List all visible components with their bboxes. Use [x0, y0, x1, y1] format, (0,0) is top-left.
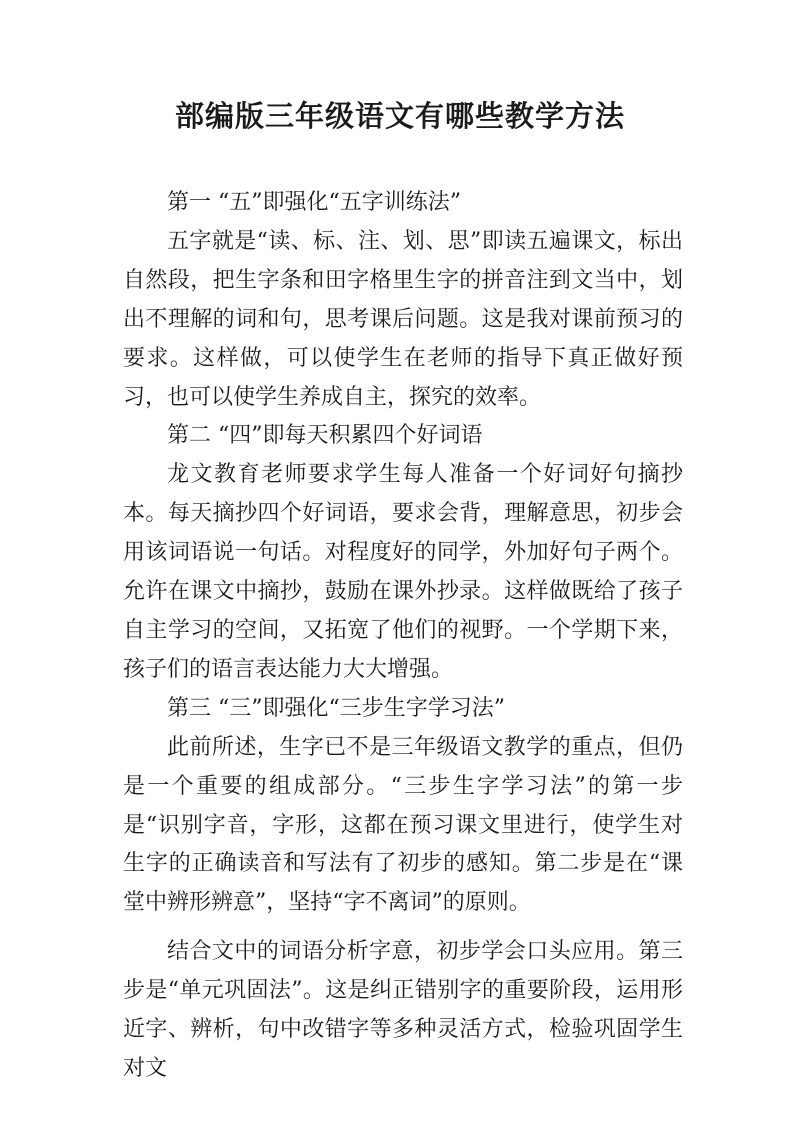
heading-first-method: 第一 “五”即强化“五字训练法” — [167, 190, 461, 215]
heading-second-method: 第二 “四”即每天积累四个好词语 — [167, 423, 483, 449]
paragraph-three-step-method: 此前所述，生字已不是三年级语文教学的重点，但仍是一个重要的组成部分。“三步生字学习法”的第一步是“识别字音，字形，这都在预习课文里进行，使学生对生字的正确读音和写法有了初步的感知。第二步是在“课堂中辨形辨意”，坚持“字不离词”的原则。 — [123, 734, 683, 916]
heading-third-method: 第三 “三”即强化“三步生字学习法” — [167, 695, 505, 721]
paragraph-spacer — [123, 923, 683, 933]
paragraph-daily-vocabulary: 龙文教育老师要求学生每人准备一个好词好句摘抄本。每天摘抄四个好词语，要求会背，理解意思，初步会用该词语说一句话。对程度好的同学，外加好句子两个。允许在课文中摘抄，鼓励在课外抄录。这样做既给了孩子自主学习的空间，又拓宽了他们的视野。一个学期下来，孩子们的语言表达能力大大增强。 — [123, 462, 683, 682]
document-title: 部编版三年级语文有哪些教学方法 — [174, 99, 625, 133]
paragraph-unit-consolidation: 结合文中的词语分析字意，初步学会口头应用。第三步是“单元巩固法”。这是纠正错别字的重要阶段，运用形近字、辨析，句中改错字等多种灵活方式，检验巩固学生对文 — [123, 939, 683, 1081]
paragraph-five-character-method: 五字就是“读、标、注、划、思”即读五遍课文，标出自然段，把生字条和田字格里生字的拼音注到文当中，划出不理解的词和句，思考课后问题。这是我对课前预习的要求。这样做，可以使学生在老师的指导下真正做好预习，也可以使学生养成自主，探究的效率。 — [123, 228, 683, 410]
document-body — [123, 184, 683, 1089]
